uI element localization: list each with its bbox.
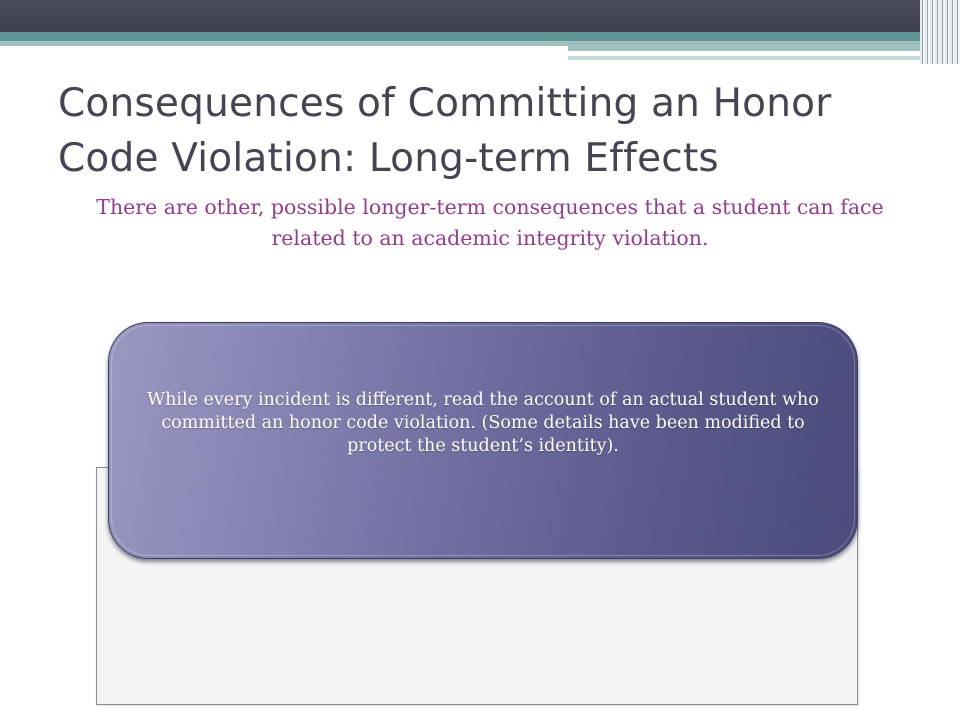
header-vertical-lines: [920, 0, 960, 64]
header-band-light-line: [568, 56, 960, 60]
header-band-white-line: [568, 51, 888, 54]
header-band-teal-step: [568, 41, 960, 51]
slide-subtitle: There are other, possible longer-term consequences that a student can face related to an academic integrity violation.: [96, 195, 884, 250]
header-band-dark: [0, 0, 960, 32]
slide-title-line-2: Code Violation: Long-term Effects: [58, 136, 719, 181]
story-callout-text: While every incident is different, read the account of an actual student who committed an honor code violation. (Some details have been modified to protect the student’s identity).: [147, 390, 819, 456]
header-band-teal-light: [0, 41, 568, 46]
story-callout: [108, 322, 858, 559]
slide-title-line-1: Consequences of Committing an Honor: [58, 81, 832, 126]
header-band-teal: [0, 32, 960, 41]
slide-title: [58, 76, 918, 186]
